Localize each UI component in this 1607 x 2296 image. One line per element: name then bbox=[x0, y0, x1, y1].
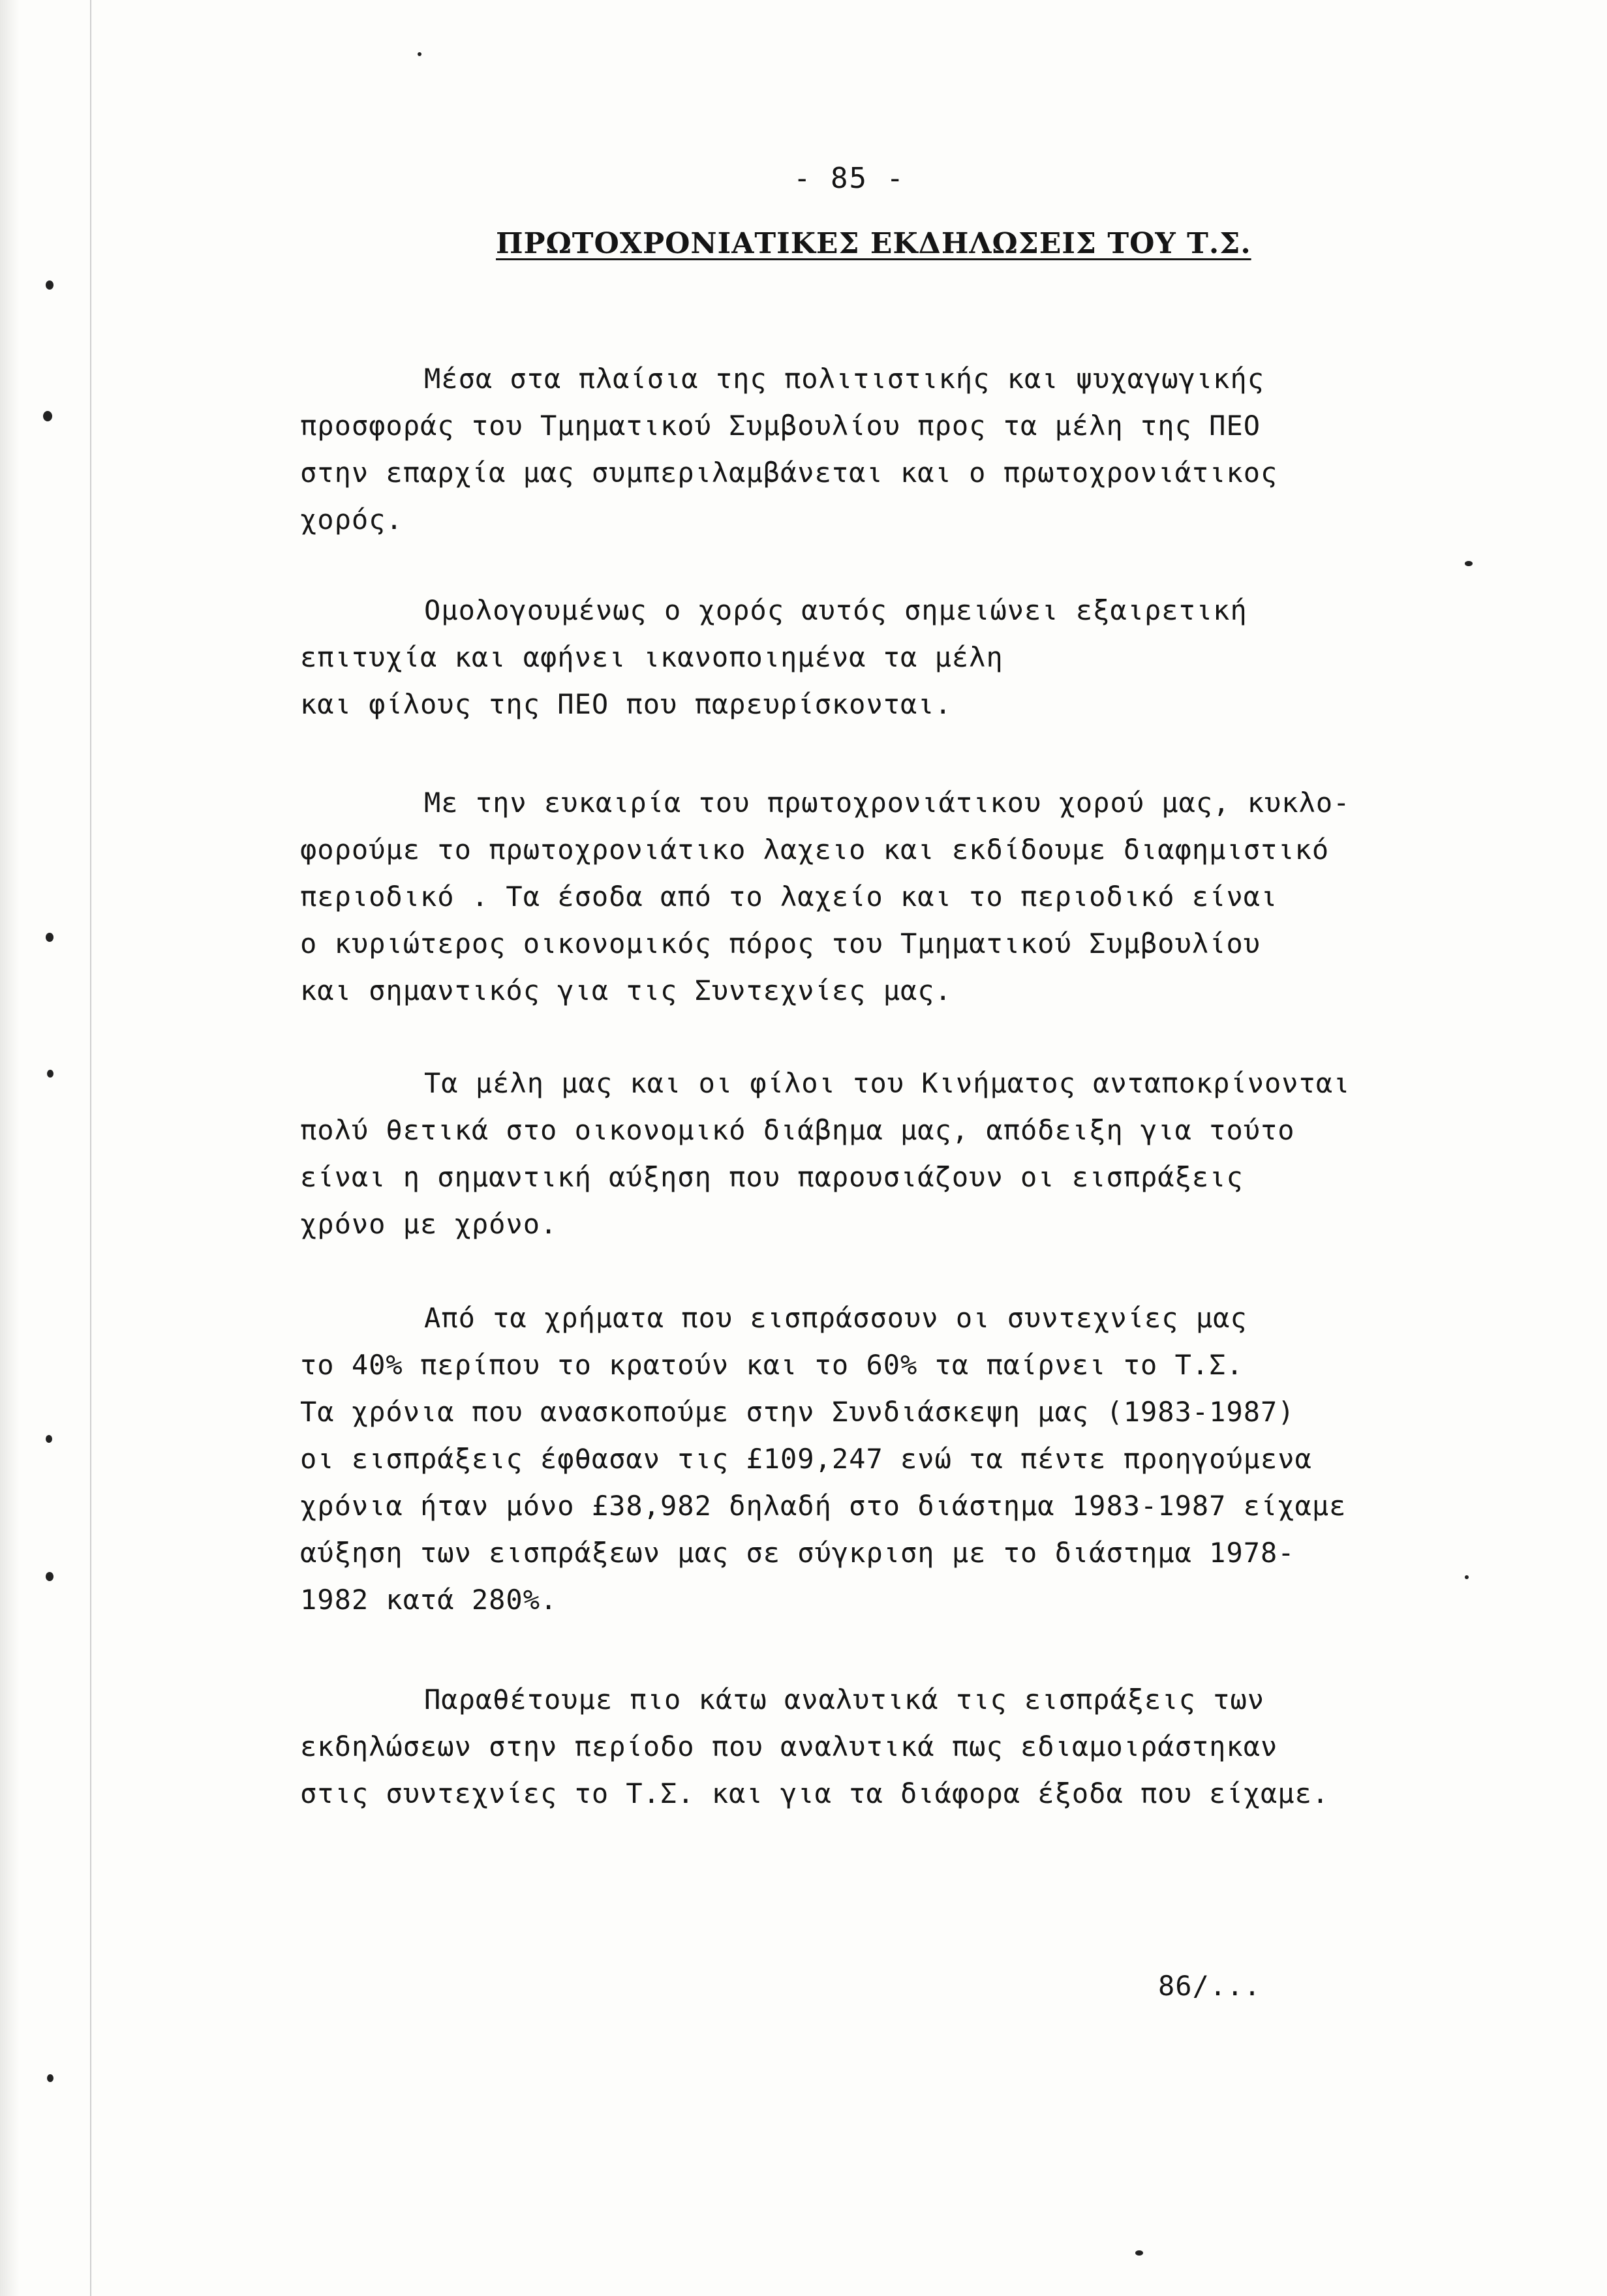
scan-speck bbox=[46, 1572, 54, 1581]
paragraph-line: Μέσα στα πλαίσια της πολιτιστικής και ψυχαγωγικής bbox=[424, 363, 1265, 395]
paragraph-line: Ομολογουμένως ο χορός αυτός σημειώνει εξαιρετική bbox=[424, 594, 1247, 626]
scan-speck bbox=[46, 280, 54, 290]
scan-speck bbox=[46, 1435, 52, 1443]
paragraph-line: περιοδικό . Τα έσοδα από το λαχείο και το περιοδικό είναι bbox=[300, 881, 1278, 913]
paragraph-line: χορός. bbox=[300, 504, 403, 536]
paragraph-line: στην επαρχία μας συμπεριλαμβάνεται και ο πρωτοχρονιάτικος bbox=[300, 457, 1278, 489]
paragraph-line: επιτυχία και αφήνει ικανοποιημένα τα μέλη bbox=[300, 641, 1003, 673]
paragraph-3 bbox=[300, 779, 1527, 1014]
paragraph-line: Τα χρόνια που ανασκοπούμε στην Συνδιάσκεψη μας (1983-1987) bbox=[300, 1396, 1295, 1428]
paragraph-4 bbox=[300, 1060, 1527, 1248]
paragraph-line: φορούμε το πρωτοχρονιάτικο λαχειο και εκδίδουμε διαφημιστικό bbox=[300, 834, 1330, 866]
scan-speck bbox=[1465, 561, 1473, 566]
paragraph-line: 1982 κατά 280%. bbox=[300, 1584, 558, 1616]
paragraph-line: ο κυριώτερος οικονομικός πόρος του Τμηματικού Συμβουλίου bbox=[300, 928, 1261, 959]
paragraph-2 bbox=[300, 587, 1527, 728]
scan-speck bbox=[43, 411, 52, 421]
paragraph-line: το 40% περίπου το κρατούν και το 60% τα παίρνει το Τ.Σ. bbox=[300, 1349, 1244, 1381]
paragraph-line: χρόνια ήταν μόνο £38,982 δηλαδή στο διάστημα 1983-1987 είχαμε bbox=[300, 1490, 1347, 1522]
paragraph-line: πολύ θετικά στο οικονομικό διάβημα μας, απόδειξη για τούτο bbox=[300, 1114, 1295, 1146]
paragraph-line: εκδηλώσεων στην περίοδο που αναλυτικά πως εδιαμοιράστηκαν bbox=[300, 1730, 1278, 1762]
scan-speck bbox=[418, 52, 421, 56]
scan-speck bbox=[47, 2074, 54, 2082]
page-title: ΠΡΩΤΟΧΡΟΝΙΑΤΙΚΕΣ ΕΚΔΗΛΩΣΕΙΣ ΤΟΥ Τ.Σ. bbox=[496, 227, 1251, 260]
paragraph-line: χρόνο με χρόνο. bbox=[300, 1208, 558, 1240]
paragraph-line: Τα μέλη μας και οι φίλοι του Κινήματος ανταποκρίνονται bbox=[424, 1067, 1351, 1099]
scan-speck bbox=[46, 933, 54, 942]
scan-edge-line bbox=[90, 0, 91, 2296]
scan-speck bbox=[1135, 2250, 1143, 2256]
scan-speck bbox=[47, 1070, 54, 1078]
paragraph-line: αύξηση των εισπράξεων μας σε σύγκριση με το διάστημα 1978- bbox=[300, 1537, 1295, 1569]
paragraph-line: είναι η σημαντική αύξηση που παρουσιάζουν οι εισπράξεις bbox=[300, 1161, 1244, 1193]
page-number: - 85 - bbox=[793, 162, 905, 195]
paragraph-line: και σημαντικός για τις Συντεχνίες μας. bbox=[300, 974, 952, 1006]
paragraph-line: οι εισπράξεις έφθασαν τις £109,247 ενώ τα πέντε προηγούμενα bbox=[300, 1443, 1312, 1475]
paragraph-line: στις συντεχνίες το Τ.Σ. και για τα διάφορα έξοδα που είχαμε. bbox=[300, 1777, 1330, 1809]
paragraph-line: προσφοράς του Τμηματικού Συμβουλίου προς τα μέλη της ΠΕΟ bbox=[300, 410, 1261, 442]
paragraph-1 bbox=[300, 355, 1527, 543]
paragraph-line: Από τα χρήματα που εισπράσσουν οι συντεχνίες μας bbox=[424, 1302, 1247, 1334]
paragraph-6 bbox=[300, 1676, 1527, 1817]
paragraph-line: και φίλους της ΠΕΟ που παρευρίσκονται. bbox=[300, 688, 952, 720]
continuation-note: 86/... bbox=[1158, 1970, 1261, 2002]
scan-edge bbox=[0, 0, 20, 2296]
paragraph-line: Με την ευκαιρία του πρωτοχρονιάτικου χορού μας, κυκλο- bbox=[424, 787, 1351, 819]
paragraph-line: Παραθέτουμε πιο κάτω αναλυτικά τις εισπράξεις των bbox=[424, 1684, 1265, 1715]
paragraph-5 bbox=[300, 1295, 1527, 1624]
